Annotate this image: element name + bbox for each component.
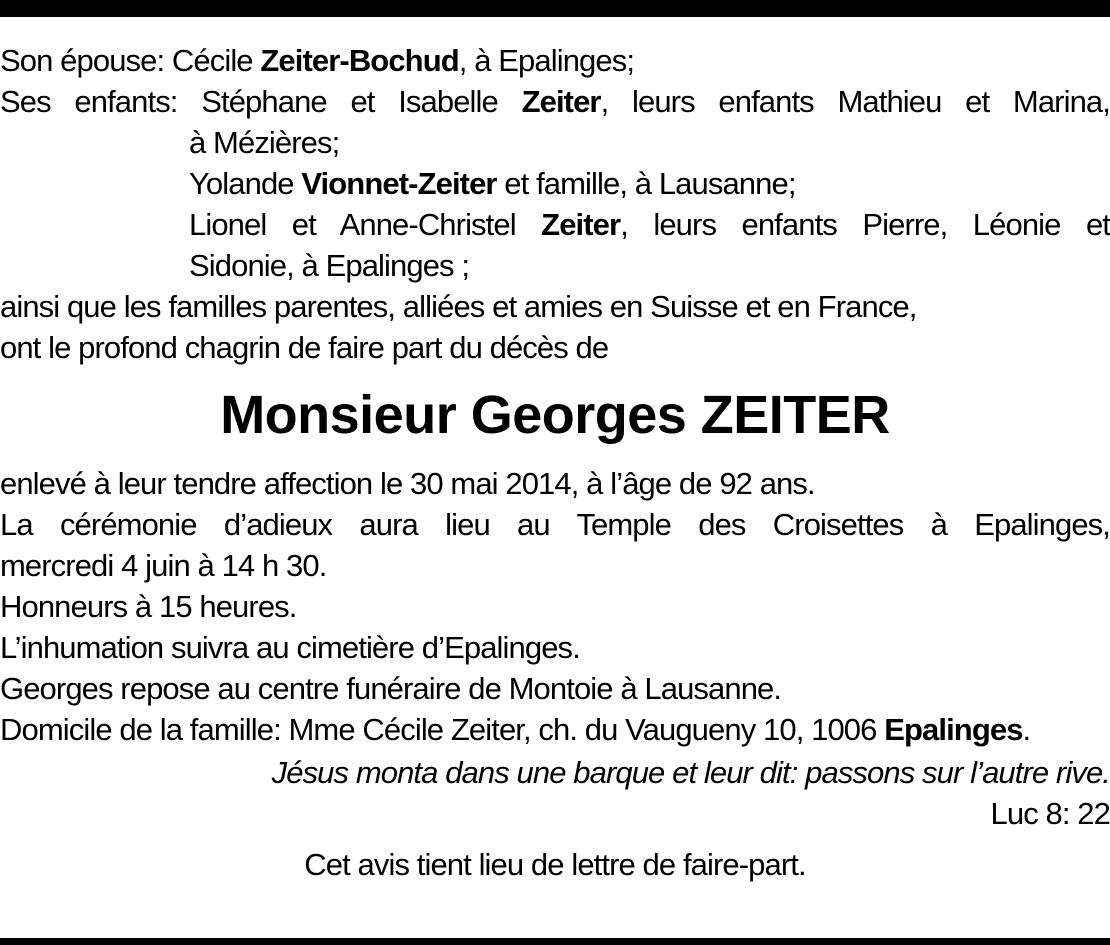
domicile-line — [0, 709, 1110, 750]
announce-line — [0, 327, 1110, 368]
child1-rest: , leurs enfants Mathieu et Marina, — [600, 84, 1110, 119]
bottom-border-rule — [0, 938, 1110, 945]
death-text: enlevé à leur tendre affection le 30 mai 2014, à l’âge de 92 ans. — [0, 466, 815, 501]
child1-place-line — [0, 122, 1110, 163]
child1-names: Stéphane et Isabelle — [201, 84, 522, 119]
families-text: ainsi que les familles parentes, alliées et amies en Suisse et en France, — [0, 289, 917, 324]
ceremony-line — [0, 504, 1110, 545]
child1-place: à Mézières; — [189, 125, 340, 160]
spouse-label: Son épouse: — [0, 43, 172, 78]
honours-line — [0, 586, 1110, 627]
child3-continuation-line — [0, 245, 1110, 286]
children-label: Ses enfants: — [0, 84, 202, 119]
child3-names: Lionel et Anne-Christel — [189, 207, 542, 242]
announce-text: ont le profond chagrin de faire part du décès de — [0, 330, 609, 365]
child2-names: Yolande — [189, 166, 302, 201]
burial-line — [0, 627, 1110, 668]
domicile-city: Epalinges — [884, 712, 1023, 747]
ceremony-time-text: mercredi 4 juin à 14 h 30. — [0, 548, 327, 583]
child3-surname: Zeiter — [541, 207, 621, 242]
burial-text: L’inhumation suivra au cimetière d’Epalinges. — [0, 630, 580, 665]
families-line — [0, 286, 1110, 327]
verse-reference: Luc 8: 22 — [990, 796, 1110, 831]
rest-place-text: Georges repose au centre funéraire de Montoie à Lausanne. — [0, 671, 782, 706]
spouse-place: , à Epalinges; — [458, 43, 635, 78]
deceased-name: Monsieur Georges ZEITER — [220, 385, 890, 445]
rest-place-line — [0, 668, 1110, 709]
child2-surname: Vionnet-Zeiter — [301, 166, 497, 201]
notice-text: Cet avis tient lieu de lettre de faire-part. — [304, 847, 806, 882]
child1-line — [0, 81, 1110, 122]
child2-line — [0, 163, 1110, 204]
bible-verse: Jésus monta dans une barque et leur dit: passons sur l’autre rive. — [271, 755, 1110, 790]
domicile-end: . — [1022, 712, 1031, 747]
death-line — [0, 463, 1110, 504]
spouse-surname: Zeiter-Bochud — [260, 43, 459, 78]
top-border-rule — [0, 0, 1110, 17]
obituary-notice — [0, 40, 1110, 885]
child3-rest: , leurs enfants Pierre, Léonie et — [620, 207, 1110, 242]
spouse-line — [0, 40, 1110, 81]
ceremony-time-line — [0, 545, 1110, 586]
spouse-first-name: Cécile — [171, 43, 261, 78]
ceremony-text: La cérémonie d’adieux aura lieu au Temple des Croisettes à Epalinges, — [0, 507, 1110, 542]
child1-surname: Zeiter — [521, 84, 601, 119]
child3-rest2: Sidonie, à Epalinges ; — [189, 248, 470, 283]
honours-text: Honneurs à 15 heures. — [0, 589, 297, 624]
child3-line — [0, 204, 1110, 245]
child2-rest: et famille, à Lausanne; — [496, 166, 796, 201]
domicile-text: Domicile de la famille: Mme Cécile Zeiter, ch. du Vaugueny 10, 1006 — [0, 712, 885, 747]
